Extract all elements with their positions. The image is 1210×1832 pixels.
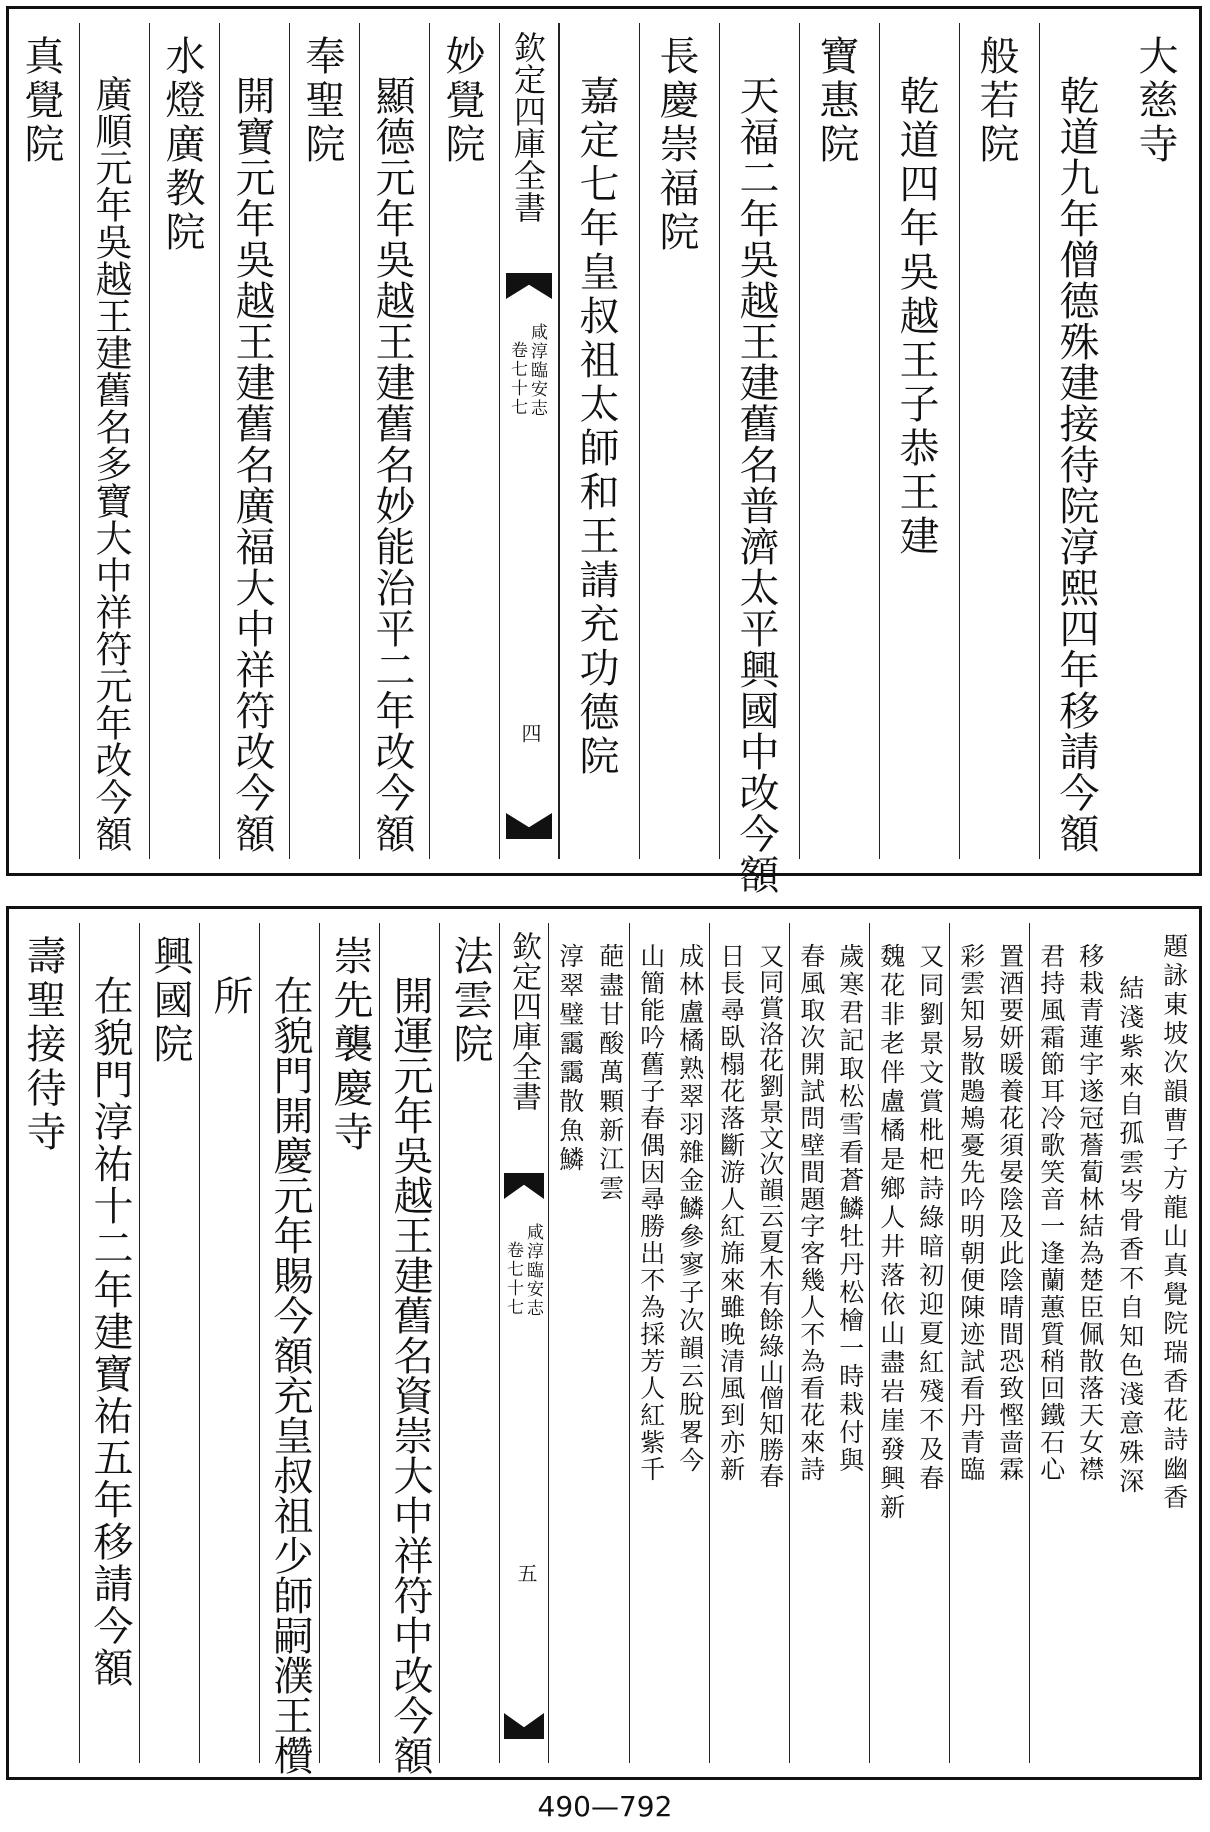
heading-temple: 長慶崇福院 (653, 35, 699, 255)
poem-line: 魏花非老伴盧橘是鄉人井落依山盡岩崖發興新 (876, 943, 906, 1523)
column-text: 乾道四年吳越王子恭王建 (893, 75, 939, 559)
poem-column (909, 923, 949, 1763)
column (149, 23, 219, 859)
column (379, 923, 439, 1775)
heading-temple: 真覺院 (18, 35, 64, 167)
poem-line: 彩雲知易散鶗鴂憂先吟明朝便陳迹試看丹青臨 (956, 943, 986, 1483)
poem-column (549, 923, 589, 1763)
poem-column (1149, 923, 1199, 1763)
book-name: 咸淳臨安志 (523, 1223, 543, 1318)
center-fold-column (499, 923, 549, 1763)
poem-line: 淳翠璧靄靄散魚鱗 (555, 943, 585, 1175)
poem-column (589, 923, 629, 1763)
fishtail-mark (506, 813, 552, 839)
heading-temple: 妙覺院 (439, 35, 485, 167)
book-title: 欽定四庫全書 (506, 931, 541, 1111)
column (79, 923, 139, 1763)
heading-temple: 壽聖接待寺 (20, 935, 66, 1155)
column (1039, 23, 1119, 859)
column (9, 923, 79, 1763)
poem-line: 日長尋臥榻花落斷游人紅旆來雖晚清風到亦新 (716, 943, 746, 1483)
heading-temple: 水燈廣教院 (159, 35, 205, 255)
poem-line: 又同劉景文賞枇杷詩綠暗初迎夏紅殘不及春 (915, 943, 945, 1494)
poem-line: 題詠東坡次韻曹子方龍山真覺院瑞香花詩幽香 (1159, 933, 1189, 1513)
heading-temple: 寶惠院 (813, 35, 859, 167)
heading-temple: 法雲院 (447, 935, 493, 1067)
column (879, 23, 959, 859)
poem-line: 置酒要妍暖養花須晏陰及此陰晴間恐致慳啬霖 (995, 943, 1025, 1483)
column (719, 23, 799, 895)
column (9, 23, 79, 859)
poem-line: 移栽青蓮宇遂冠薝蔔林結為楚臣佩散落天女襟 (1075, 943, 1105, 1483)
poem-line: 山簡能吟舊子春偶因尋勝出不為採芳人紅紫千 (636, 943, 666, 1483)
column-text: 所 (207, 975, 253, 1019)
poem-line: 春風取次開試問壁間題字客幾人不為看花來詩 (796, 943, 826, 1483)
column (959, 23, 1039, 859)
poem-column (1109, 923, 1149, 1763)
poem-column (629, 923, 669, 1763)
book-title: 欽定四庫全書 (509, 31, 547, 223)
poem-line: 成林盧橘熟翠羽雜金鱗參寥子次韻云脫畧今 (675, 943, 705, 1475)
fishtail-mark (506, 273, 552, 299)
column (429, 23, 499, 859)
poem-column (669, 923, 709, 1763)
column-text: 開寶元年吳越王建舊名廣福大中祥符改今額 (229, 75, 275, 854)
center-fold-column (499, 23, 559, 859)
column-text: 在貌門開慶元年賜今額充皇叔祖少師嗣濮王欑 (267, 975, 313, 1775)
column (799, 23, 879, 859)
fishtail-mark (504, 1173, 544, 1199)
poem-line: 葩盡甘酸萬顆新江雲 (595, 943, 625, 1204)
poem-column (829, 923, 869, 1763)
column (319, 923, 379, 1763)
column-text: 在貌門淳祐十二年建寶祐五年移請今額 (87, 975, 133, 1689)
column (259, 923, 319, 1775)
column (289, 23, 359, 859)
fishtail-mark (504, 1713, 544, 1739)
column-text: 開運元年吳越王建舊名資崇大中祥符中改今額 (387, 975, 433, 1775)
column-text: 天福二年吳越王建舊名普濟太平興國中改今額 (733, 75, 779, 895)
poem-line: 結淺紫來自孤雲岑骨香不自知色淺意殊深 (1115, 975, 1145, 1497)
volume-label: 卷七十七 (507, 341, 527, 417)
poem-column (989, 923, 1029, 1763)
column (79, 23, 149, 859)
column (139, 923, 199, 1763)
poem-column (1029, 923, 1069, 1763)
poem-line: 又同賞洛花劉景文次韻云夏木有餘綠山僧知勝春 (755, 943, 785, 1489)
heading-temple: 奉聖院 (299, 35, 345, 167)
poem-column (1069, 923, 1109, 1763)
column (199, 923, 259, 1763)
page-number: 四 (518, 723, 542, 745)
poem-column (749, 923, 789, 1763)
top-page-panel (6, 6, 1202, 895)
heading-temple: 興國院 (147, 935, 193, 1067)
column (639, 23, 719, 859)
page-footer-number: 490—792 (537, 1790, 673, 1823)
column-text: 乾道九年僧德殊建接待院淳熙四年移請今額 (1053, 75, 1099, 854)
volume-label: 卷七十七 (503, 1241, 523, 1317)
column (359, 23, 429, 859)
page-number: 五 (514, 1563, 538, 1585)
column-text: 顯德元年吳越王建舊名妙能治平二年改今額 (369, 75, 415, 854)
poem-line: 君持風霜節耳冷歌笑音一逢蘭蕙質稍回鐵石心 (1036, 943, 1066, 1483)
bottom-page-panel (6, 906, 1202, 1780)
poem-column (709, 923, 749, 1763)
column-text: 廣順元年吳越王建舊名多寶大中祥符元年改今額 (89, 75, 132, 852)
column (559, 23, 639, 859)
column (1119, 23, 1199, 859)
book-name: 咸淳臨安志 (527, 323, 547, 418)
column (219, 23, 289, 859)
heading-temple: 般若院 (973, 35, 1019, 167)
poem-line: 歲寒君記取松雪看蒼鱗牡丹松檜一時栽付與 (835, 943, 865, 1475)
heading-temple: 崇先襲慶寺 (327, 935, 373, 1155)
poem-column (789, 923, 829, 1763)
column (439, 923, 499, 1763)
heading-temple: 大慈寺 (1132, 35, 1178, 167)
poem-column (949, 923, 989, 1763)
column-text: 嘉定七年皇叔祖太師和王請充功德院 (573, 75, 619, 779)
poem-column (869, 923, 909, 1763)
